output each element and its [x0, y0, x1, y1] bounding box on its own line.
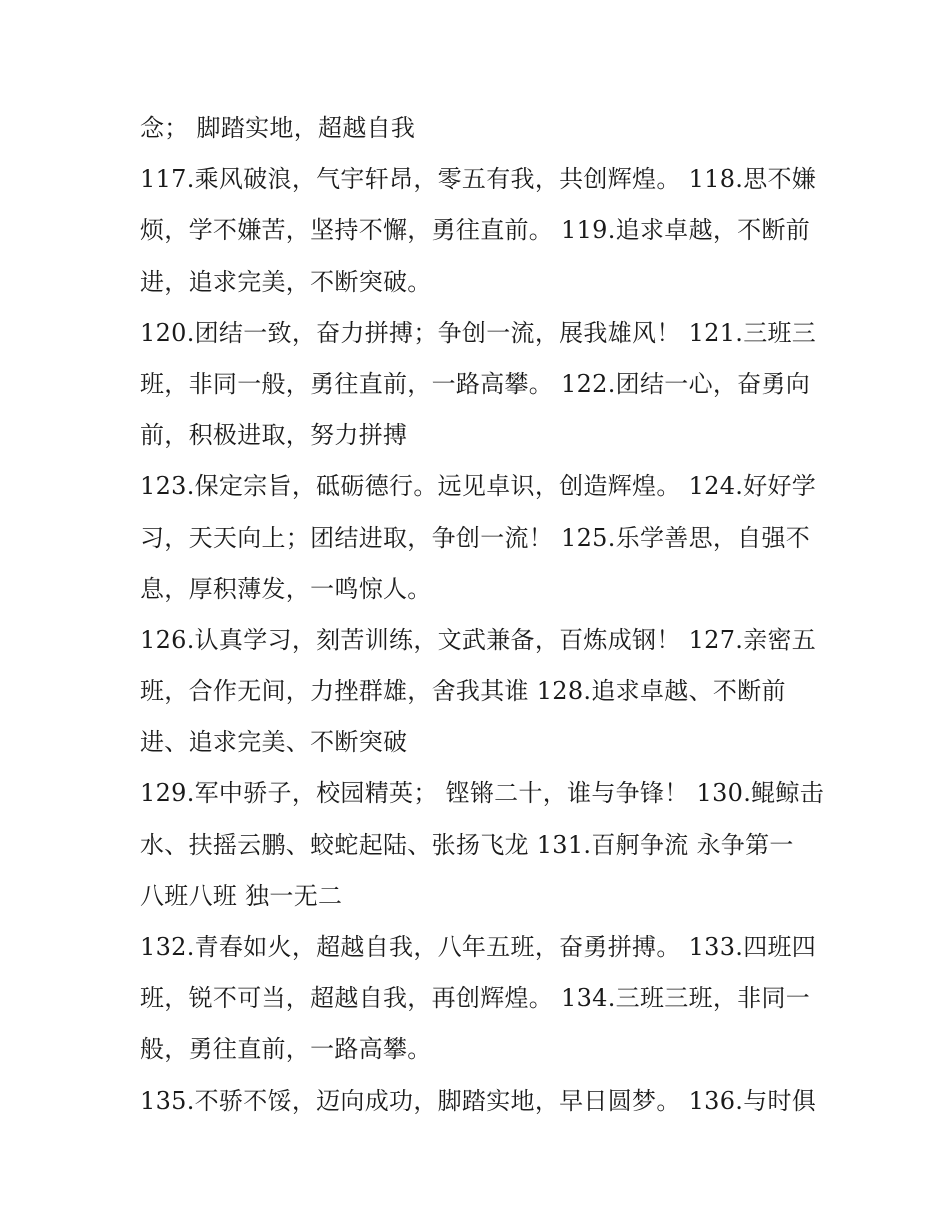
text-line: 习，天天向上；团结进取，争创一流！ 125.乐学善思，自强不 — [140, 523, 811, 552]
text-line: 班，锐不可当，超越自我，再创辉煌。 134.三班三班，非同一 — [140, 984, 811, 1013]
text-line: 进、追求完美、不断突破 — [140, 728, 408, 757]
text-line: 120.团结一致，奋力拼搏；争创一流，展我雄风！ 121.三班三 — [140, 318, 817, 347]
text-line: 129.军中骄子，校园精英； 铿锵二十，谁与争锋！ 130.鲲鲸击 — [140, 779, 825, 808]
text-line: 前，积极进取，努力拼搏 — [140, 421, 408, 450]
text-line: 八班八班 独一无二 — [140, 881, 343, 910]
text-line: 水、扶摇云鹏、蛟蛇起陆、张扬飞龙 131.百舸争流 永争第一 — [140, 830, 794, 859]
text-line: 班，非同一般，勇往直前，一路高攀。 122.团结一心，奋勇向 — [140, 369, 811, 398]
text-line: 126.认真学习，刻苦训练，文武兼备，百炼成钢！ 127.亲密五 — [140, 625, 817, 654]
text-line: 135.不骄不馁，迈向成功，脚踏实地，早日圆梦。 136.与时俱 — [140, 1086, 817, 1115]
text-line: 117.乘风破浪，气宇轩昂，零五有我，共创辉煌。 118.思不嫌 — [140, 165, 817, 194]
text-line: 123.保定宗旨，砥砺德行。远见卓识，创造辉煌。 124.好好学 — [140, 472, 817, 501]
text-line: 念； 脚踏实地，超越自我 — [140, 114, 416, 142]
text-line: 班，合作无间，力挫群雄，舍我其谁 128.追求卓越、不断前 — [140, 677, 786, 706]
document-body — [140, 103, 825, 1127]
text-line: 132.青春如火，超越自我，八年五班，奋勇拼搏。 133.四班四 — [140, 933, 817, 961]
text-line: 进，追求完美，不断突破。 — [140, 267, 432, 296]
text-line: 般，勇往直前，一路高攀。 — [140, 1035, 432, 1064]
text-line: 息，厚积薄发，一鸣惊人。 — [140, 574, 432, 603]
text-line: 烦，学不嫌苦，坚持不懈，勇往直前。 119.追求卓越，不断前 — [140, 216, 811, 245]
